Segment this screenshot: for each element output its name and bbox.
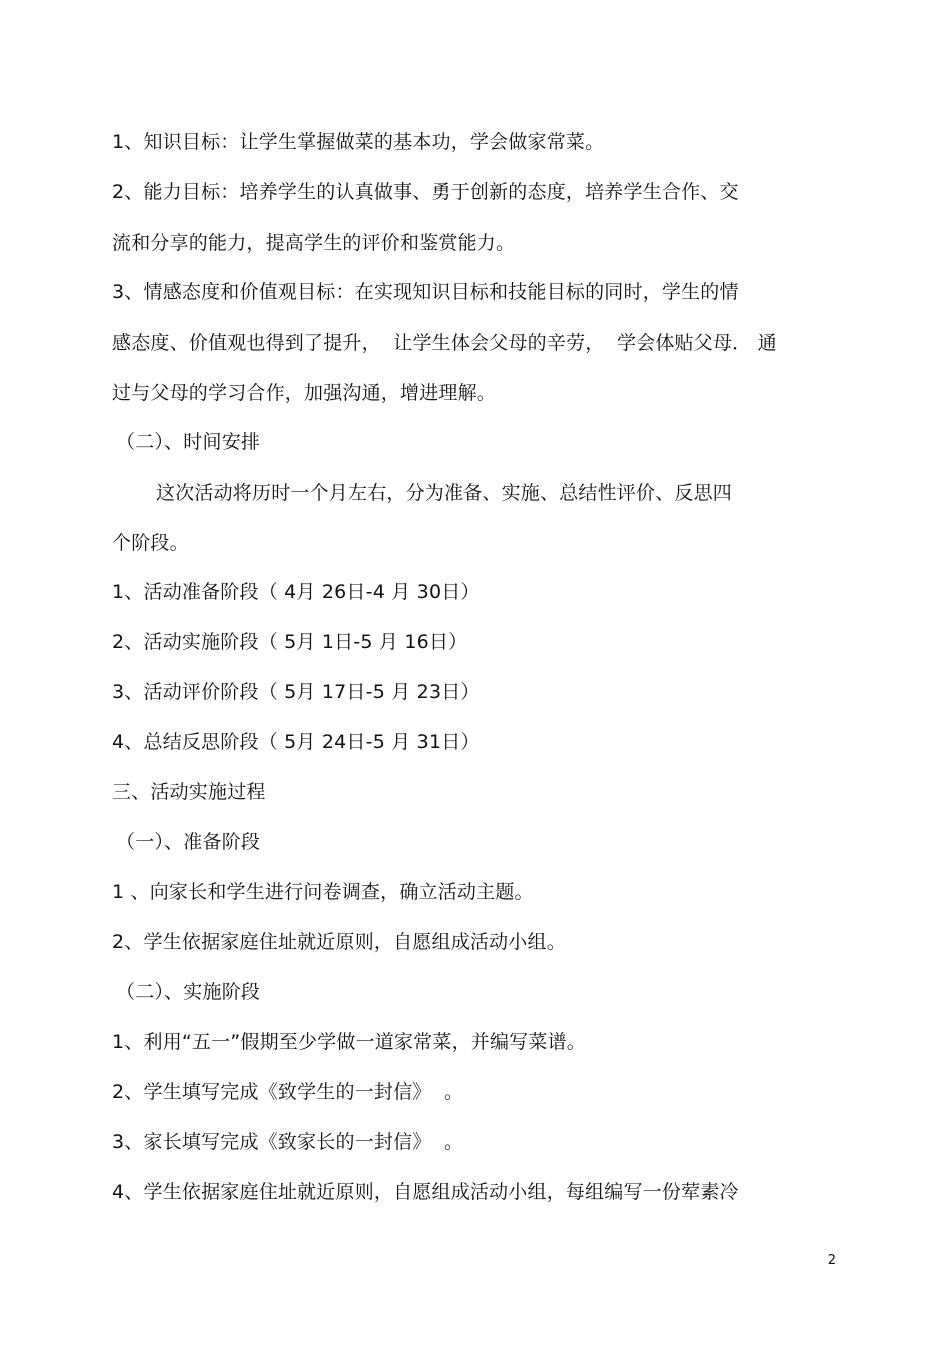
text-line-ability-goal-cont: 流和分享的能力，提高学生的评价和鉴赏能力。	[112, 232, 516, 254]
section-heading-implement-stage: （二）、实施阶段	[116, 981, 261, 1003]
text-line-survey: 1 、向家长和学生进行问卷调查，确立活动主题。	[112, 881, 534, 903]
text-line-emotion-goal-cont: 感态度、价值观也得到了提升， 让学生体会父母的辛劳， 学会体贴父母． 通	[112, 332, 777, 354]
text-line-phase-implement: 2、活动实施阶段（ 5月 1日-5 月 16日）	[112, 631, 468, 653]
text-line-parent-letter: 3、家长填写完成《致家长的一封信》 。	[112, 1131, 464, 1153]
text-line-emotion-goal: 3、情感态度和价值观目标：在实现知识目标和技能目标的同时，学生的情	[112, 281, 739, 303]
text-line-holiday-cooking: 1、利用“五一”假期至少学做一道家常菜，并编写菜谱。	[112, 1031, 586, 1053]
page-number: 2	[827, 1253, 836, 1268]
text-line-schedule-intro: 这次活动将历时一个月左右，分为准备、实施、总结性评价、反思四	[156, 482, 733, 504]
text-line-phase-evaluate: 3、活动评价阶段（ 5月 17日-5 月 23日）	[112, 681, 480, 703]
section-heading-process: 三、活动实施过程	[112, 781, 266, 803]
text-line-group-recipe: 4、学生依据家庭住址就近原则，自愿组成活动小组，每组编写一份荤素冷	[112, 1181, 739, 1203]
text-line-ability-goal: 2、能力目标：培养学生的认真做事、勇于创新的态度，培养学生合作、交	[112, 181, 739, 203]
text-line-schedule-intro-cont: 个阶段。	[112, 532, 189, 554]
text-line-groups: 2、学生依据家庭住址就近原则，自愿组成活动小组。	[112, 931, 566, 953]
text-line-knowledge-goal: 1、知识目标：让学生掌握做菜的基本功，学会做家常菜。	[112, 131, 605, 153]
text-line-phase-prepare: 1、活动准备阶段（ 4月 26日-4 月 30日）	[112, 581, 480, 603]
text-line-phase-reflect: 4、总结反思阶段（ 5月 24日-5 月 31日）	[112, 731, 480, 753]
text-line-emotion-goal-end: 过与父母的学习合作，加强沟通，增进理解。	[112, 382, 497, 404]
section-heading-schedule: （二）、时间安排	[116, 431, 261, 453]
text-line-student-letter: 2、学生填写完成《致学生的一封信》 。	[112, 1081, 464, 1103]
section-heading-prepare-stage: （一）、准备阶段	[116, 831, 261, 853]
